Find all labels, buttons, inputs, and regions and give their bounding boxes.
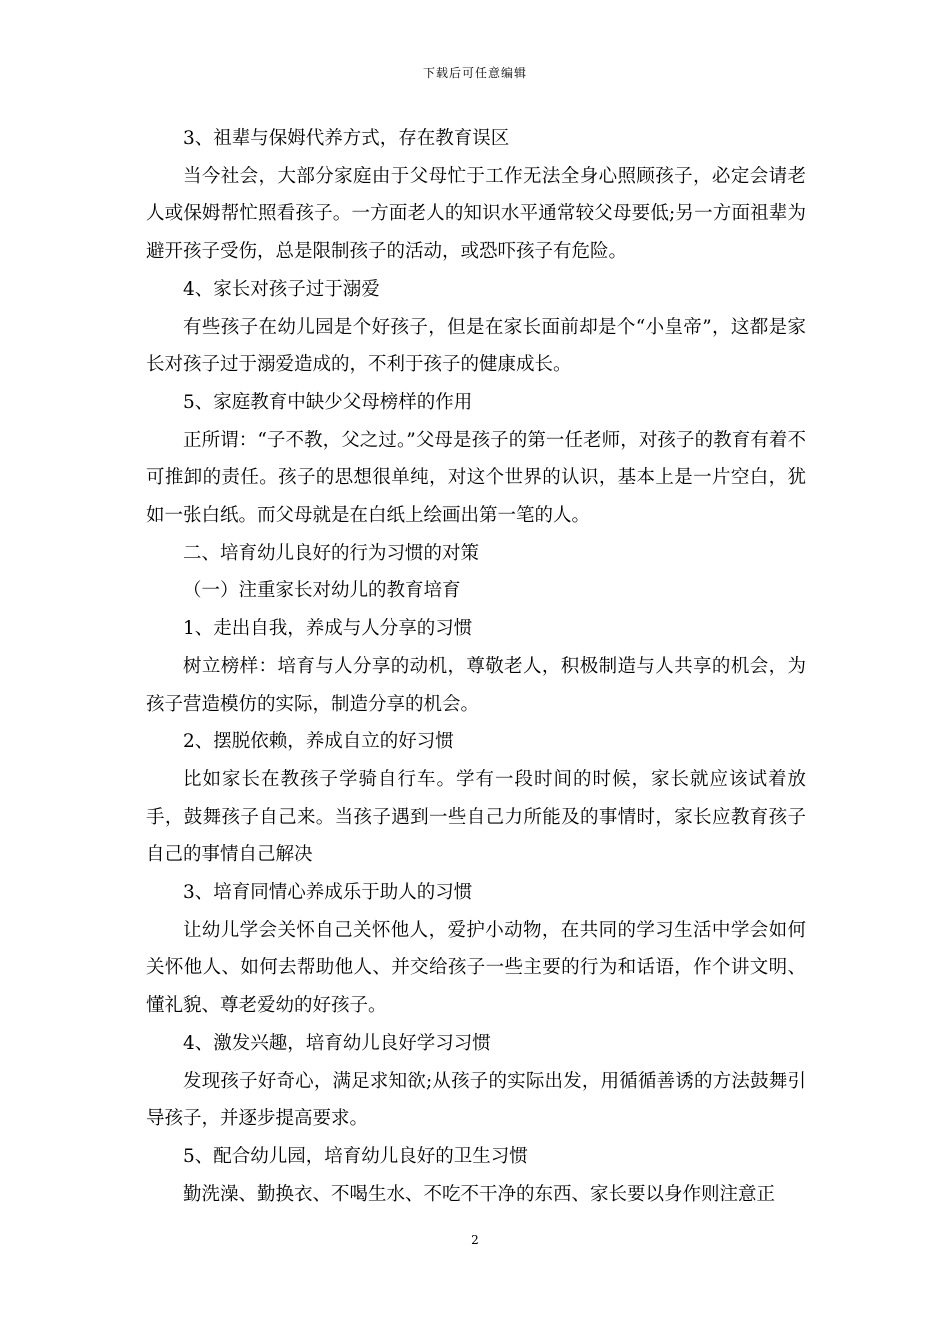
heading-independence: 2、摆脱依赖，养成自立的好习惯 [183,731,454,753]
subsection-heading: （一）注重家长对幼儿的教育培育 [183,580,461,602]
paragraph: 树立榜样：培育与人分享的动机，尊敬老人，积极制造与人共享的机会，为孩子营造模仿的实际，制造分享的机会。 [146,655,806,715]
heading-learning-habits: 4、激发兴趣，培育幼儿良好学习习惯 [183,1032,491,1054]
heading-grandparent-care: 3、祖辈与保姆代养方式，存在教育误区 [183,128,510,149]
paragraph: 发现孩子好奇心，满足求知欲;从孩子的实际出发，用循循善诱的方法鼓舞引导孩子，并逐步提高要求。 [146,1070,806,1130]
paragraph: 比如家长在教孩子学骑自行车。学有一段时间的时候，家长就应该试着放手，鼓舞孩子自己来。当孩子遇到一些自己力所能及的事情时，家长应教育孩子自己的事情自己解决 [146,768,806,866]
page-number: 2 [471,1233,479,1247]
paragraph: 正所谓：“子不教，父之过。”父母是孩子的第一任老师，对孩子的教育有着不可推卸的责任。孩子的思想很单纯，对这个世界的认识，基本上是一片空白，犹如一张白纸。而父母就是在白纸上绘画出第一笔的人。 [146,429,806,527]
paragraph: 勤洗澡、勤换衣、不喝生水、不吃不干净的东西、家长要以身作则注意正 [183,1183,776,1205]
section-heading-strategies: 二、培育幼儿良好的行为习惯的对策 [183,542,480,564]
heading-overindulgence: 4、家长对孩子过于溺爱 [183,278,380,300]
paragraph: 有些孩子在幼儿园是个好孩子，但是在家长面前却是个“小皇帝”，这都是家长对孩子过于溺爱造成的，不利于孩子的健康成长。 [146,316,806,376]
paragraph: 让幼儿学会关怀自己关怀他人，爱护小动物，在共同的学习生活中学会如何关怀他人、如何去帮助他人、并交给孩子一些主要的行为和话语，作个讲文明、懂礼貌、尊老爱幼的好孩子。 [146,919,806,1017]
heading-empathy: 3、培育同情心养成乐于助人的习惯 [183,882,473,904]
heading-hygiene: 5、配合幼儿园，培育幼儿良好的卫生习惯 [183,1145,528,1167]
page-header: 下载后可任意编辑 [422,66,527,80]
heading-sharing: 1、走出自我，养成与人分享的习惯 [183,618,473,640]
document-body [146,120,806,1213]
heading-parent-role-model: 5、家庭教育中缺少父母榜样的作用 [183,391,473,413]
paragraph: 当今社会，大部分家庭由于父母忙于工作无法全身心照顾孩子，必定会请老人或保姆帮忙照看孩子。一方面老人的知识水平通常较父母要低;另一方面祖辈为避开孩子受伤，总是限制孩子的活动，或恐吓孩子有危险。 [146,165,806,263]
